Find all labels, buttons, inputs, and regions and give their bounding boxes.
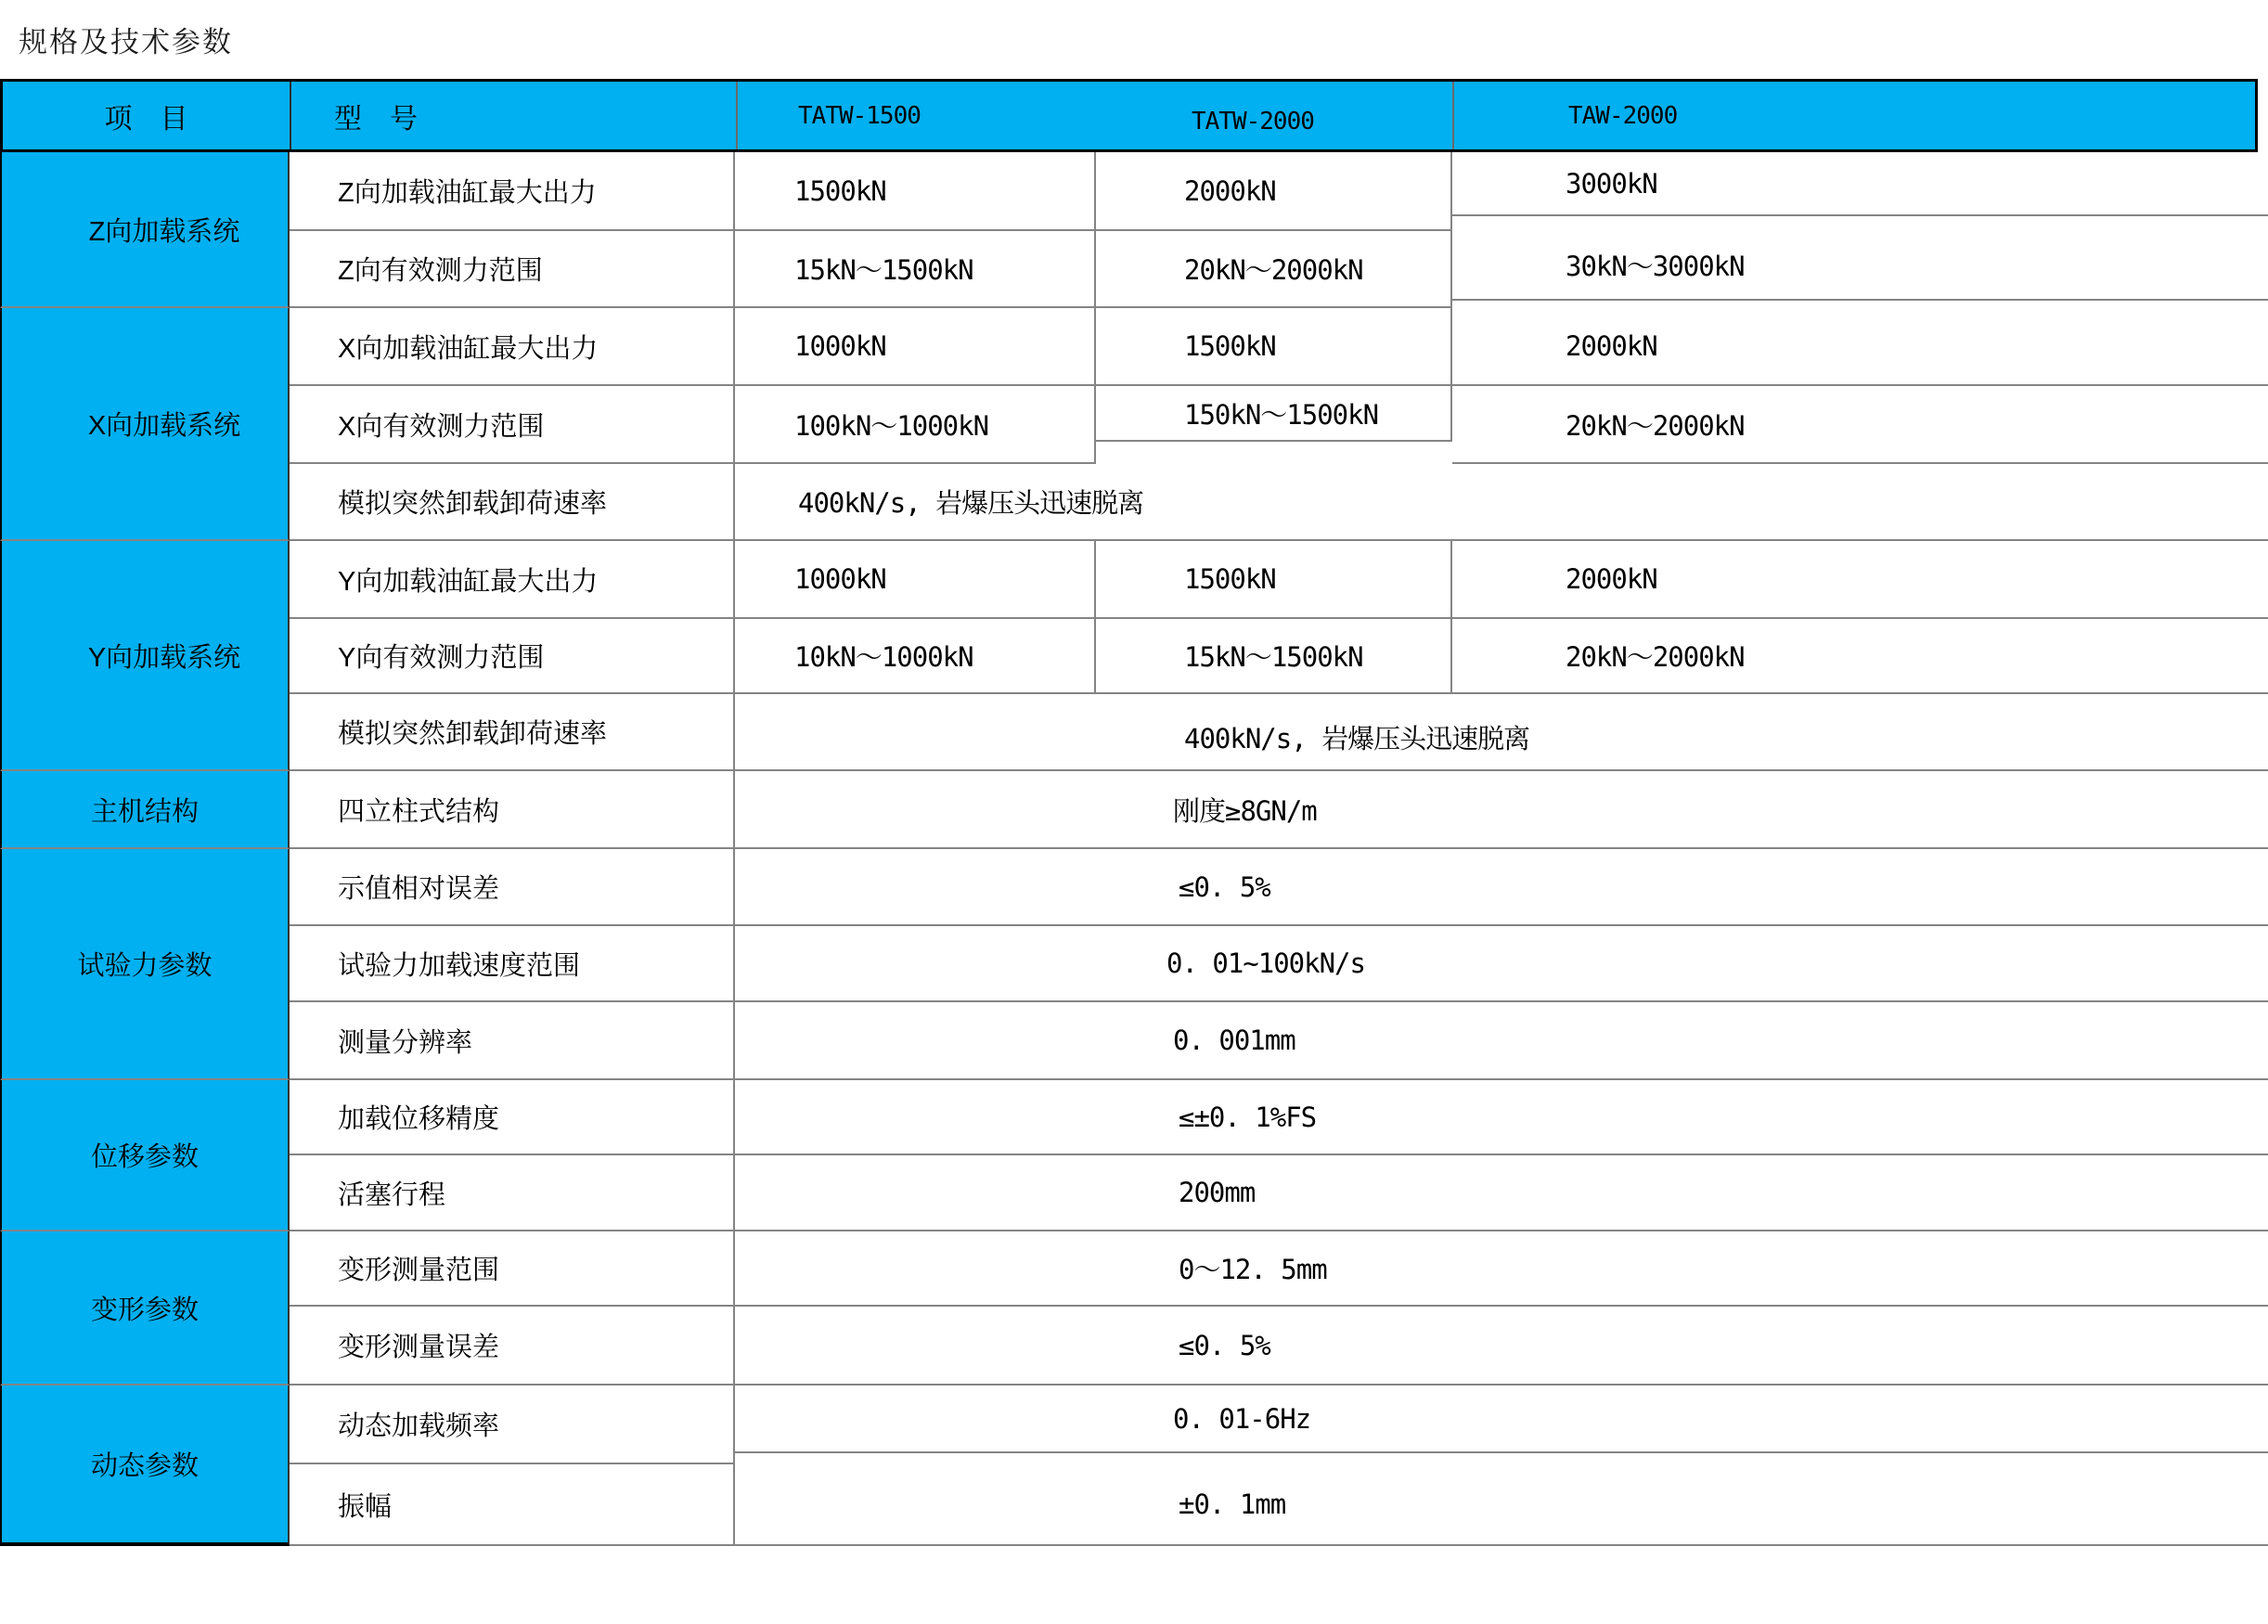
value-cell: 1500kN [1096, 308, 1452, 386]
value-cell: 1500kN [735, 152, 1096, 231]
param-label-cell: 振幅 [290, 1464, 735, 1546]
header-divider [1452, 82, 1454, 149]
span-value-cell: ±0. 1mm [735, 1464, 2268, 1546]
param-label-cell: 动态加载频率 [290, 1386, 735, 1464]
param-label-cell: Z向有效测力范围 [290, 231, 735, 308]
param-label-cell: X向有效测力范围 [290, 386, 735, 464]
param-label-cell: Y向加载油缸最大出力 [290, 541, 735, 619]
group-cell-main-structure: 主机结构 [0, 771, 290, 849]
header-divider [736, 82, 738, 149]
param-label-cell: 试验力加载速度范围 [290, 926, 735, 1002]
group-cell-test-force: 试验力参数 [0, 849, 290, 1080]
span-value-cell: 0～12. 5mm [735, 1231, 2268, 1307]
value-cell: 1000kN [735, 308, 1096, 386]
span-value-cell: 200mm [735, 1155, 2268, 1231]
value-cell: 2000kN [1096, 152, 1452, 231]
header-cell-tatw-2000: TATW-2000 [1192, 107, 1314, 135]
param-label-cell: 四立柱式结构 [290, 771, 735, 849]
group-cell-y-loading: Y向加载系统 [0, 541, 290, 771]
span-value-cell: 400kN/s, 岩爆压头迅速脱离 [735, 464, 2268, 541]
value-cell: 10kN～1000kN [735, 619, 1096, 694]
group-cell-z-loading: Z向加载系统 [0, 152, 290, 308]
value-cell: 20kN～2000kN [1096, 231, 1452, 308]
value-cell: 20kN～2000kN [1452, 386, 2268, 464]
span-value-cell: 0. 01~100kN/s [735, 926, 2268, 1002]
header-divider [290, 82, 291, 149]
value-cell: 3000kN [1452, 152, 2268, 216]
param-label-cell: X向加载油缸最大出力 [290, 308, 735, 386]
value-cell: 1000kN [735, 541, 1096, 619]
param-label-cell: 模拟突然卸载卸荷速率 [290, 694, 735, 771]
param-label-cell: 示值相对误差 [290, 849, 735, 926]
group-cell-displacement: 位移参数 [0, 1080, 290, 1231]
span-value-cell: ≤0. 5% [735, 849, 2268, 926]
span-value-cell: ≤0. 5% [735, 1307, 2268, 1386]
group-cell-deformation: 变形参数 [0, 1231, 290, 1386]
header-cell-item: 项 目 [104, 103, 188, 135]
span-value-cell: 0. 01-6Hz [735, 1386, 2268, 1453]
span-value-cell: ≤±0. 1%FS [735, 1080, 2268, 1155]
span-value-cell: 刚度≥8GN/m [735, 771, 2268, 849]
header-cell-taw-2000: TAW-2000 [1568, 101, 1678, 130]
table-header [0, 79, 2258, 152]
span-value-cell: 400kN/s, 岩爆压头迅速脱离 [735, 705, 2268, 771]
value-cell: 20kN～2000kN [1452, 619, 2268, 694]
value-cell: 15kN～1500kN [735, 231, 1096, 308]
header-cell-model: 型 号 [334, 103, 418, 135]
param-label-cell: 变形测量范围 [290, 1231, 735, 1307]
value-cell: 2000kN [1452, 541, 2268, 619]
param-label-cell: Y向有效测力范围 [290, 619, 735, 694]
param-label-cell: 测量分辨率 [290, 1002, 735, 1080]
param-label-cell: 变形测量误差 [290, 1307, 735, 1386]
param-label-cell: Z向加载油缸最大出力 [290, 152, 735, 231]
param-label-cell: 活塞行程 [290, 1155, 735, 1231]
page-title: 规格及技术参数 [19, 26, 233, 58]
value-cell: 30kN～3000kN [1452, 231, 2268, 301]
value-cell: 2000kN [1452, 308, 2268, 386]
span-value-cell: 0. 001mm [735, 1002, 2268, 1080]
spec-table-body [0, 152, 2268, 1546]
group-cell-dynamic: 动态参数 [0, 1386, 290, 1546]
value-cell: 150kN～1500kN [1096, 386, 1452, 442]
group-cell-x-loading: X向加载系统 [0, 308, 290, 541]
param-label-cell: 加载位移精度 [290, 1080, 735, 1155]
header-cell-tatw-1500: TATW-1500 [798, 101, 921, 130]
param-label-cell: 模拟突然卸载卸荷速率 [290, 464, 735, 541]
value-cell: 100kN～1000kN [735, 386, 1096, 464]
value-cell: 15kN～1500kN [1096, 619, 1452, 694]
value-cell: 1500kN [1096, 541, 1452, 619]
